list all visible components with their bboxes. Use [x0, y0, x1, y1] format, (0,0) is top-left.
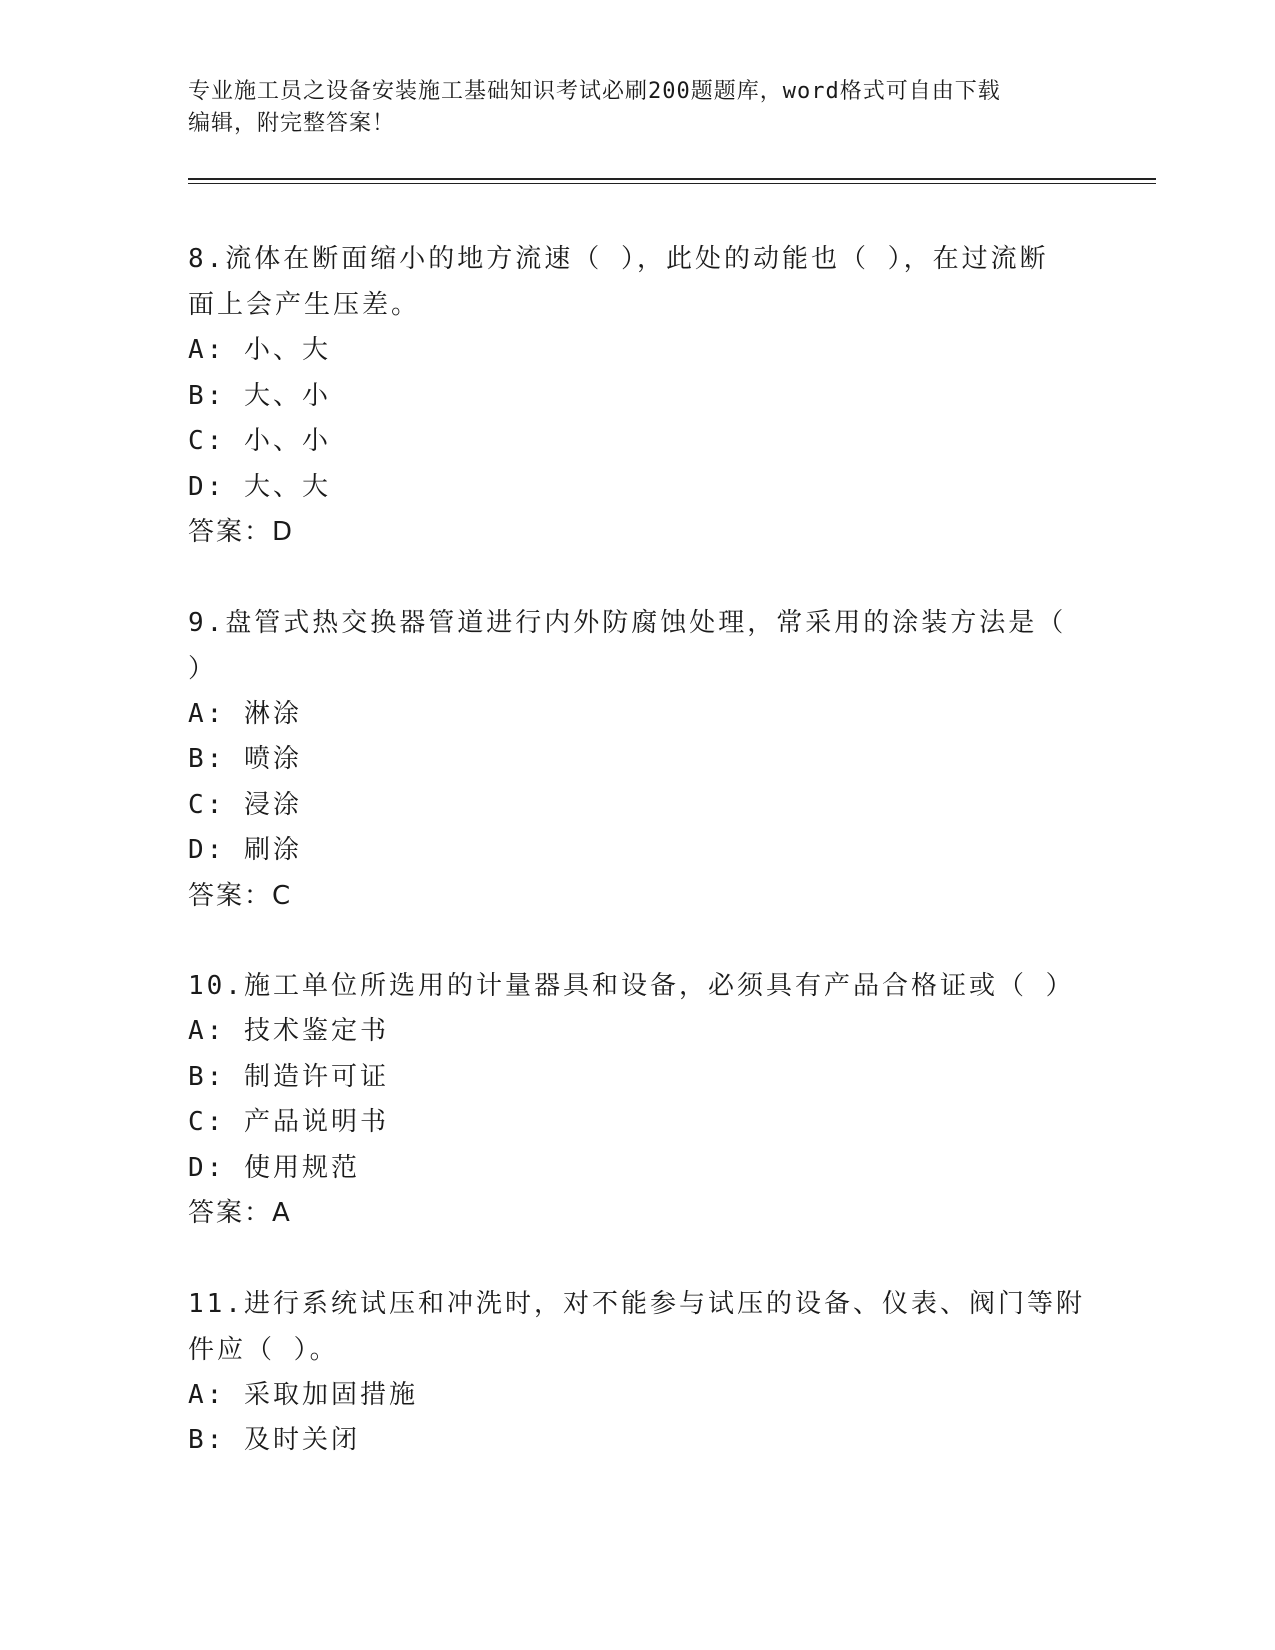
- question-10: [188, 963, 1088, 1237]
- question-9: [188, 600, 1088, 920]
- question-text: [188, 600, 1088, 692]
- question-text-line: 11.进行系统试压和冲洗时，对不能参与试压的设备、仪表、阀门等附: [188, 1288, 1085, 1319]
- question-11: [188, 1281, 1088, 1464]
- question-text: [188, 963, 1088, 1009]
- header-rule-thick: [188, 178, 1156, 180]
- option-b: B: 及时关闭: [188, 1425, 360, 1455]
- option-d: D: 使用规范: [188, 1152, 360, 1183]
- option-c: C: 浸涂: [188, 789, 302, 820]
- question-text-line: ）: [188, 653, 218, 684]
- question-text-line: 10.施工单位所选用的计量器具和设备，必须具有产品合格证或（ ）: [188, 971, 1075, 1001]
- option-d: D: 大、大: [188, 471, 331, 502]
- option-b: B: 制造许可证: [188, 1061, 389, 1092]
- option-b: B: 大、小: [188, 380, 331, 411]
- answer: 答案：A: [188, 1198, 292, 1228]
- question-text-line: 9.盘管式热交换器管道进行内外防腐蚀处理，常采用的涂装方法是（: [188, 607, 1067, 638]
- header-line-1: 专业施工员之设备安装施工基础知识考试必刷200题题库，word格式可自由下载: [188, 79, 1001, 104]
- question-text-line: 件应（ ）。: [188, 1334, 339, 1365]
- option-a: A: 采取加固措施: [188, 1379, 418, 1410]
- answer: 答案：D: [188, 517, 295, 547]
- document-header: [188, 76, 1068, 140]
- question-text: [188, 236, 1088, 328]
- option-c: C: 产品说明书: [188, 1107, 389, 1137]
- question-text: [188, 1281, 1088, 1373]
- option-a: A: 淋涂: [188, 698, 302, 729]
- answer: 答案：C: [188, 880, 293, 911]
- question-8: [188, 236, 1088, 556]
- option-a: A: 小、大: [188, 335, 331, 365]
- option-c: C: 小、小: [188, 426, 331, 456]
- question-text-line: 面上会产生压差。: [188, 290, 421, 320]
- option-b: B: 喷涂: [188, 744, 302, 774]
- option-a: A: 技术鉴定书: [188, 1016, 389, 1046]
- question-text-line: 8.流体在断面缩小的地方流速（ ），此处的动能也（ ），在过流断: [188, 244, 1049, 274]
- option-d: D: 刷涂: [188, 835, 302, 865]
- header-line-2: 编辑，附完整答案！: [188, 111, 396, 136]
- header-rule-thin: [188, 183, 1156, 184]
- question-list: [188, 236, 1088, 1508]
